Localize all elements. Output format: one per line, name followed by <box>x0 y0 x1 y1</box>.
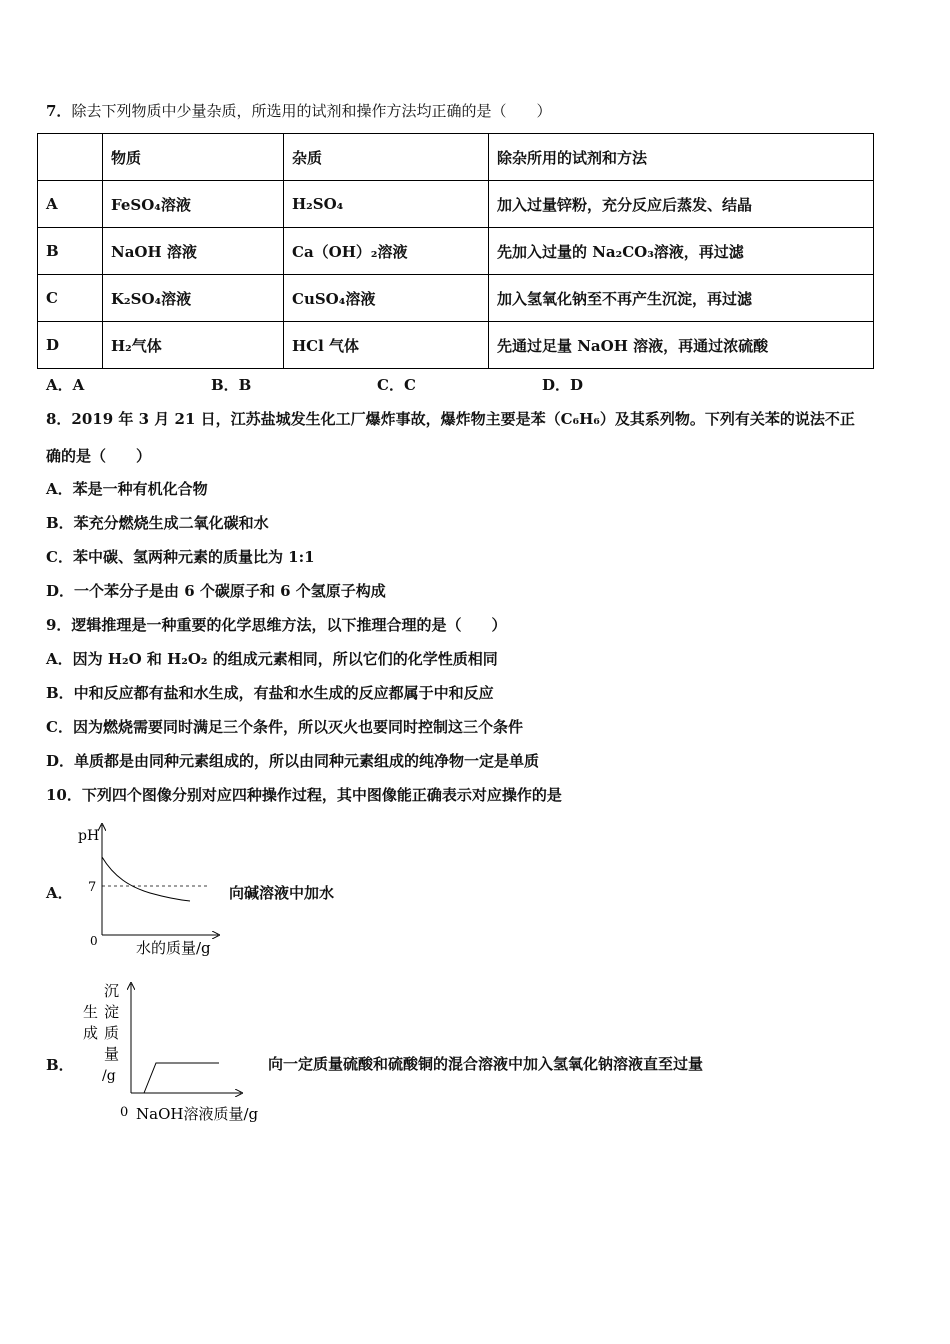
q8-option-b[interactable]: B．苯充分燃烧生成二氧化碳和水 <box>46 514 269 532</box>
q7-stem-text: 除去下列物质中少量杂质，所选用的试剂和操作方法均正确的是（ ） <box>71 102 552 120</box>
q10-stem: 10．下列四个图像分别对应四种操作过程，其中图像能正确表示对应操作的是 <box>46 786 562 804</box>
graph-b-caption: 向一定质量硫酸和硫酸铜的混合溶液中加入氢氧化钠溶液直至过量 <box>268 1055 704 1073</box>
substance-cell: K₂SO₄溶液 <box>103 275 284 322</box>
graph-b-y-char: 沉 <box>104 982 120 1000</box>
graph-a-x-label: 水的质量/g <box>136 939 211 957</box>
q9-option-d[interactable]: D．单质都是由同种元素组成的，所以由同种元素组成的纯净物一定是单质 <box>46 752 540 770</box>
impurity-cell: CuSO₄溶液 <box>284 275 489 322</box>
graph-b-curve <box>144 1063 219 1093</box>
graph-b-y-char: 量 <box>104 1045 120 1063</box>
q7-option-a[interactable]: A．A <box>46 376 85 394</box>
q7-option-d[interactable]: D．D <box>542 376 584 394</box>
q8-option-d[interactable]: D．一个苯分子是由 6 个碳原子和 6 个氢原子构成 <box>46 582 386 600</box>
q7-option-c[interactable]: C．C <box>377 376 416 394</box>
graph-b-x-label: NaOH溶液质量/g <box>136 1105 259 1123</box>
impurity-cell: H₂SO₄ <box>284 181 489 228</box>
table-row <box>38 322 874 369</box>
method-cell: 加入氢氧化钠至不再产生沉淀，再过滤 <box>489 275 874 322</box>
table-header-cell: 杂质 <box>284 134 489 181</box>
impurity-cell: Ca（OH）₂溶液 <box>284 228 489 275</box>
substance-cell: NaOH 溶液 <box>103 228 284 275</box>
q7-option-b[interactable]: B．B <box>211 376 252 394</box>
q9-option-c[interactable]: C．因为燃烧需要同时满足三个条件，所以灭火也要同时控制这三个条件 <box>46 718 523 736</box>
substance-cell: FeSO₄溶液 <box>103 181 284 228</box>
graph-b-y-char: 质 <box>104 1024 120 1042</box>
table-header-cell <box>38 134 103 181</box>
q7-stem <box>46 101 551 121</box>
graph-b <box>76 978 271 1128</box>
method-cell: 加入过量锌粉，充分反应后蒸发、结晶 <box>489 181 874 228</box>
graph-b-y-char: 淀 <box>104 1003 120 1021</box>
row-label: A <box>38 181 103 228</box>
row-label: B <box>38 228 103 275</box>
row-label: D <box>38 322 103 369</box>
graph-a-y-label: pH <box>78 828 100 844</box>
q8-option-c[interactable]: C．苯中碳、氢两种元素的质量比为 1:1 <box>46 548 315 566</box>
table-header-cell: 除杂所用的试剂和方法 <box>489 134 874 181</box>
method-cell: 先加入过量的 Na₂CO₃溶液，再过滤 <box>489 228 874 275</box>
graph-a-label[interactable]: A． <box>46 884 73 902</box>
graph-b-origin: 0 <box>120 1105 129 1120</box>
graph-a <box>70 815 230 960</box>
graph-b-label[interactable]: B． <box>46 1056 74 1074</box>
q7-number: 7． <box>46 102 72 120</box>
substance-cell: H₂气体 <box>103 322 284 369</box>
q9-option-a[interactable]: A．因为 H₂O 和 H₂O₂ 的组成元素相同，所以它们的化学性质相同 <box>46 650 498 668</box>
table-header-row <box>38 134 874 181</box>
q8-stem-line1: 8．2019 年 3 月 21 日，江苏盐城发生化工厂爆炸事故，爆炸物主要是苯（C₆H₆）及其系列物。下列有关苯的说法不正 <box>46 410 855 428</box>
impurity-cell: HCl 气体 <box>284 322 489 369</box>
graph-b-y-char: 生 <box>83 1003 99 1021</box>
table-row <box>38 228 874 275</box>
q9-stem: 9．逻辑推理是一种重要的化学思维方法，以下推理合理的是（ ） <box>46 616 507 634</box>
table-row <box>38 275 874 322</box>
graph-a-caption: 向碱溶液中加水 <box>229 884 335 902</box>
row-label: C <box>38 275 103 322</box>
q8-stem-line2: 确的是（ ） <box>46 447 152 465</box>
graph-a-origin: 0 <box>90 934 98 948</box>
graph-a-ref-tick: 7 <box>88 880 97 895</box>
table-header-cell: 物质 <box>103 134 284 181</box>
graph-a-curve <box>102 857 190 901</box>
q7-table <box>37 133 874 369</box>
q8-option-a[interactable]: A．苯是一种有机化合物 <box>46 480 208 498</box>
q9-option-b[interactable]: B．中和反应都有盐和水生成，有盐和水生成的反应都属于中和反应 <box>46 684 494 702</box>
graph-b-y-char: /g <box>102 1068 116 1084</box>
graph-b-y-char: 成 <box>83 1024 99 1042</box>
method-cell: 先通过足量 NaOH 溶液，再通过浓硫酸 <box>489 322 874 369</box>
table-row <box>38 181 874 228</box>
